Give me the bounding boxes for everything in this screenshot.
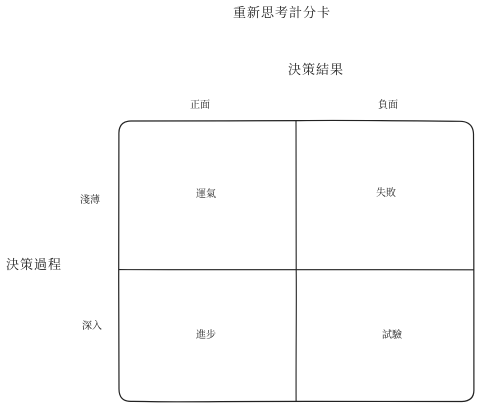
row-label-deep: 深入: [82, 321, 102, 332]
quadrant-luck: 運氣: [196, 189, 216, 200]
quadrant-failure: 失敗: [376, 188, 396, 199]
column-label-negative: 負面: [378, 100, 398, 111]
diagram-title: 重新思考計分卡: [233, 6, 332, 21]
quadrant-experiment: 試驗: [382, 330, 402, 341]
column-label-positive: 正面: [190, 100, 210, 111]
x-axis-title: 決策結果: [288, 63, 345, 78]
row-label-shallow: 淺薄: [80, 195, 100, 206]
quadrant-progress: 進步: [196, 330, 216, 341]
y-axis-title: 決策過程: [6, 258, 63, 273]
